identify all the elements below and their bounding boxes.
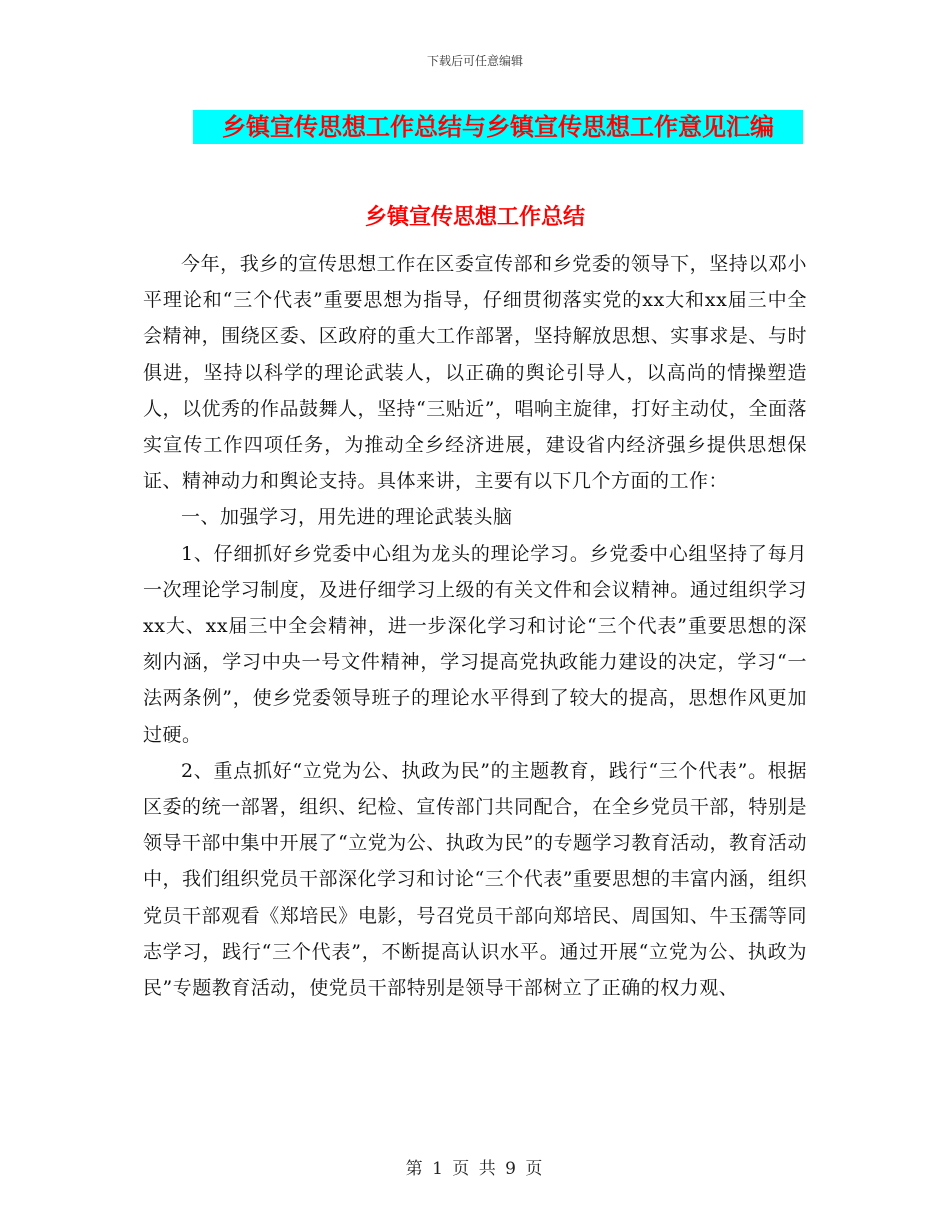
body-text: [143, 246, 807, 1006]
paragraph-item-1: 1、仔细抓好乡党委中心组为龙头的理论学习。乡党委中心组坚持了每月一次理论学习制度，及进仔细学习上级的有关文件和会议精神。通过组织学习xx大、xx届三中全会精神，进一步深化学习和讨论“三个代表”重要思想的深刻内涵，学习中央一号文件精神，学习提高党执政能力建设的决定，学习“一法两条例”，使乡党委领导班子的理论水平得到了较大的提高，思想作风更加过硬。: [143, 542, 807, 746]
section-title: 乡镇宣传思想工作总结: [364, 205, 585, 230]
paragraph-heading-1: 一、加强学习，用先进的理论武装头脑: [181, 506, 513, 529]
page-footer-number: 第 1 页 共 9 页: [405, 1159, 545, 1179]
paragraph-item-2: 2、重点抓好“立党为公、执政为民”的主题教育，践行“三个代表”。根据区委的统一部署，组织、纪检、宣传部门共同配合，在全乡党员干部，特别是领导干部中集中开展了“立党为公、执政为民”的专题学习教育活动，教育活动中，我们组织党员干部深化学习和讨论“三个代表”重要思想的丰富内涵，组织党员干部观看《郑培民》电影，号召党员干部向郑培民、周国知、牛玉孺等同志学习，践行“三个代表”，不断提高认识水平。通过开展“立党为公、执政为民”专题教育活动，使党员干部特别是领导干部树立了正确的权力观、: [143, 759, 807, 1000]
page-header-note: 下载后可任意编辑: [426, 54, 523, 68]
main-title: 乡镇宣传思想工作总结与乡镇宣传思想工作意见汇编: [222, 113, 774, 141]
paragraph-intro: 今年，我乡的宣传思想工作在区委宣传部和乡党委的领导下，坚持以邓小平理论和“三个代表”重要思想为指导，仔细贯彻落实党的xx大和xx届三中全会精神，围绕区委、区政府的重大工作部署，坚持解放思想、实事求是、与时俱进，坚持以科学的理论武装人，以正确的舆论引导人，以高尚的情操塑造人，以优秀的作品鼓舞人，坚持“三贴近”，唱响主旋律，打好主动仗，全面落实宣传工作四项任务，为推动全乡经济进展，建设省内经济强乡提供思想保证、精神动力和舆论支持。具体来讲，主要有以下几个方面的工作：: [143, 253, 807, 493]
